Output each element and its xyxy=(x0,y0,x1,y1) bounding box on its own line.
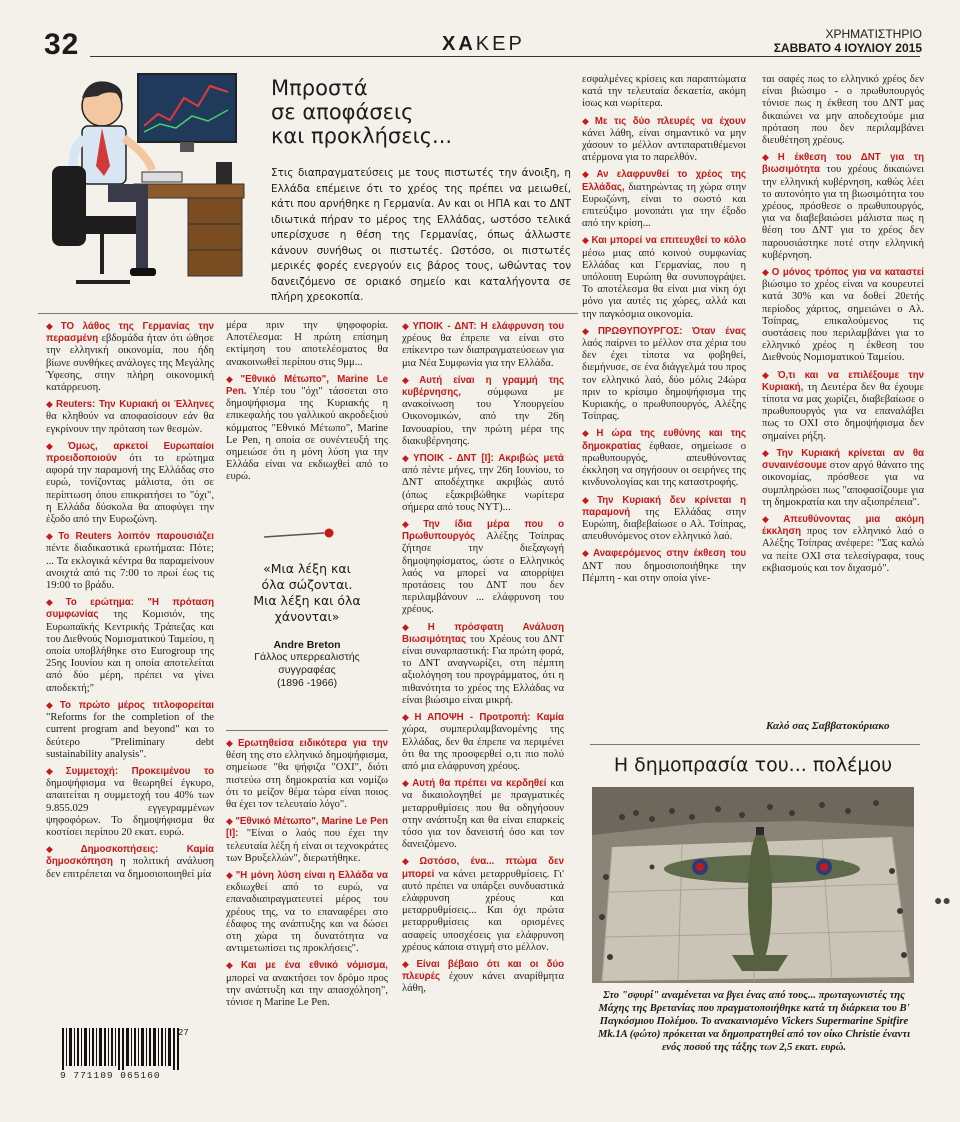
barcode-number: 9 771109 065160 xyxy=(60,1070,161,1081)
bullet-diamond-icon: ◆ xyxy=(402,712,413,723)
headline-line-3: και προκλήσεις... xyxy=(271,124,453,148)
paragraph-lead: Ερωτηθείσα ειδικότερα για την xyxy=(237,738,388,749)
bullet-diamond-icon: ◆ xyxy=(582,115,593,126)
signoff: Καλό σας Σαββατοκύριακο xyxy=(766,720,890,732)
headline-line-1: Μπροστά xyxy=(271,76,368,100)
barcode-issue: 27 xyxy=(178,1028,189,1038)
paragraph-text: κάνει λάθη, είναι σημαντικό να μην χάσουν το μέλλον αντιπαρατιθέμενοι ατέρμονα για το παρελθόν. xyxy=(582,127,746,164)
paragraph-text: εβδομάδα ήταν ότι ώθησε την ελληνική οικονομία, που ήδη βίωνε συνθήκες ανάλογες της Μεγάλης Ύφεσης, στην πλήρη οικονομική κατάρρευση. xyxy=(46,333,214,394)
paragraph-lead: Το πρώτο μέρος τιτλοφορείται xyxy=(59,699,214,711)
paragraph xyxy=(762,447,924,509)
bullet-diamond-icon: ◆ xyxy=(46,321,59,331)
paragraph-text: χώρα, συμπεριλαμβανομένης της Ελλάδας, δεν θα έπρεπε να περιμένει ότι θα της προσφερθεί ο,τι πιο πολύ από μια ελάφρυνση χρέους. xyxy=(402,724,564,772)
paragraph-text: "Είναι ο λαός που έχει την τελευταία λέξη ή είναι οι τεχνοκράτες των Βρυξελλών", διερωτήθηκε. xyxy=(226,828,388,864)
paper-name: ΧΡΗΜΑΤΙΣΤΗΡΙΟ xyxy=(825,27,922,41)
paragraph xyxy=(402,958,564,996)
paragraph-lead: Αναφερόμενος στην έκθεση του xyxy=(593,548,747,560)
lede-divider xyxy=(38,313,578,314)
monitor-illustration xyxy=(138,74,236,142)
paragraph xyxy=(46,530,214,592)
bullet-diamond-icon: ◆ xyxy=(46,597,64,608)
paragraph-lead: Αν ελαφρυνθεί το χρέος της Ελλάδας, xyxy=(582,169,747,193)
paragraph-text: δημοψήφισμα να θεωρηθεί έγκυρο, απαιτείται η συμμετοχή του 40% των 9.855.029 εγγεγραμμένων ψηφοφόρων. Το δημοψήφισμα θα κοστίσει περίπου 20 εκατ. ευρώ. xyxy=(46,778,214,838)
auction-divider xyxy=(590,744,920,745)
paragraph-text: μέσω μιας από κοινού συμφωνίας Ελλάδας και Γερμανίας, που η υπόλοιπη Ευρώπη θα συνυπογράψει. Το αποτέλεσμα θα είναι μια νίκη όχι μόνο για αυτές τις χώρες, αλλά και την παγκόσμια οικονομία. xyxy=(582,247,746,320)
paragraph-text: πέντε διαδικαστικά ερωτήματα: Πότε; ... Τα εκλογικά κέντρα θα παραμείνουν ανοιχτά από τις 7:00 το πρωί έως τις 19:00 το βράδυ. xyxy=(46,543,214,592)
paragraph-lead: Συμμετοχή: Προκειμένου το xyxy=(65,765,214,777)
column-1 xyxy=(46,320,214,885)
paragraph-text: σύμφωνα με ανακοίνωση του Υπουργείου Οικονομικών, από την 26η Ιανουαρίου, την πρώτη μέρα της διακυβέρνησης. xyxy=(402,387,564,447)
paragraph-text: "Reforms for the completion of the current program and beyond" και το δεύτερο "Preliminary debt sustainability analysis". xyxy=(46,712,214,760)
paragraph-text: από πέντε μήνες, την 26η Ιουνίου, το ΔΝΤ αποδέχτηκε ακριβώς αυτό (όπως εξακριβώθηκε νωρίτερα σήμερα από τους ΝΥΤ)... xyxy=(402,465,564,513)
issue-date: ΣΑΒΒΑΤΟ 4 ΙΟΥΛΙΟΥ 2015 xyxy=(773,41,922,55)
bullet-diamond-icon: ◆ xyxy=(762,513,782,524)
bullet-diamond-icon: ◆ xyxy=(762,447,775,458)
paragraph-lead: Την Κυριακή δεν κρίνεται η παραμονή xyxy=(582,494,747,518)
paragraph xyxy=(226,959,388,1009)
paragraph xyxy=(762,266,924,365)
page-number: 32 xyxy=(44,28,80,61)
paragraph xyxy=(402,711,564,773)
paragraph-text: έφθασε, σημείωσε ο πρωθυπουργός, απευθύνοντας έκκληση να σηγήσουν οι σειρήνες της κινδυνολογίας και της καταστροφής. xyxy=(582,440,746,489)
bullet-diamond-icon: ◆ xyxy=(402,374,418,385)
bullet-diamond-icon: ◆ xyxy=(582,548,592,559)
paragraph-text: εκδιωχθεί από το ευρώ, να επαναδιαπραγματευτεί μέρος του χρέους της, να το επαναφέρει στο έδαφος της ανάπτυξης και να δώσει στη χώρα τη δυνατότητα να αντιμετωπίσει τις προκλήσεις". xyxy=(226,882,388,955)
paragraph-lead: Με τις δύο πλευρές να έχουν xyxy=(594,115,747,127)
paragraph xyxy=(582,547,746,585)
paragraph-lead: Όμως, αρκετοί Ευρωπαίοι προειδοποιούν xyxy=(46,440,215,465)
article-lede: Στις διαπραγματεύσεις με τους πιστωτές την άνοιξη, η Ελλάδα επέμεινε ότι το χρέος της πρέπει να μειωθεί, κάτι που αρνήθηκε η Γερμανία. Αν και οι ΗΠΑ και το ΔΝΤ ιδιωτικά πήραν το μέρος της Ελλάδας, ωστόσο τελικά υπερίσχυσε η θέση της Γερμανίας, όπως άλλωστε κάνουν συνήθως οι πιστωτές. Ωστόσο, οι πιστωτές μερικές φορές ενεργούν εις βάρος τους, ωθώντας τον δανειζόμενο σε οριακό σημείο και καταλήγοντα σε πλήρη χρεοκοπία. xyxy=(271,167,571,303)
paragraph-text: ότι το ερώτημα αφορά την παραμονή της Ελλάδας στο ευρώ, τονίζοντας μάλιστα, ότι σε περίπτωση όπου επικρατήσει το "όχι", η Ελλάδα δύσκολα θα αποφύγει την έξοδο από την Ευρωζώνη. xyxy=(46,453,214,526)
section-title xyxy=(442,33,525,56)
paragraph-text: μέρα πριν την ψηφοφορία. Αποτέλεσμα: Η πρώτη επίσημη εκτίμηση του αποτελέσματος θα ανακοινωθεί περίπου στις 9μμ... xyxy=(226,320,388,368)
bullet-diamond-icon: ◆ xyxy=(402,621,426,632)
paragraph-text: έχουν κάνει αναρίθμητα λάθη, xyxy=(402,971,564,995)
paragraph-lead: Το Reuters λοιπόν παρουσιάζει xyxy=(58,531,214,543)
author-years: (1896 -1966) xyxy=(276,677,338,689)
paragraph-lead: "Εθνικό Μέτωπο", Marine Le Pen. xyxy=(226,373,389,398)
paragraph xyxy=(226,373,388,484)
quote-line: χάνονται» xyxy=(274,609,340,624)
quote-line: όλα σώζονται. xyxy=(261,577,353,592)
paragraph xyxy=(582,427,746,489)
bullet-diamond-icon: ◆ xyxy=(402,519,422,530)
bullet-diamond-icon: ◆ xyxy=(402,321,411,331)
paragraph xyxy=(46,765,214,839)
bullet-diamond-icon: ◆ xyxy=(226,870,234,881)
paragraph-text: τη Δευτέρα δεν θα έχουμε τίποτα να μας χωρίζει, διαβεβαίωσε ο πρωθυπουργός για να επαναλάβει πως το ΟΧΙ στο δημοψήφισμα δεν σημαίνει ρήξη. xyxy=(762,381,924,442)
paragraph-text: της Ελλάδας στην Ευρώπη, διαβεβαίωσε ο Αλ. Τσίπρας, απευθυνόμενος στον ελληνικό λαό. xyxy=(582,506,746,543)
paragraph xyxy=(582,115,746,165)
paragraph xyxy=(762,151,924,262)
paragraph-text: του χρέους δικαιώνει την ελληνική κυβέρνηση, καθώς λέει το αυτονόητο για τη βιωσιμότητα του χρέους, πρόσθεσε ο πρωθυπουργός, για να διαβεβαιώσει μάλιστα πως η θέση του ΔΝΤ για το χρέος δεν παρουσιάστηκε ποτέ στην ελληνική κυβέρνηση. xyxy=(762,164,924,261)
bullet-diamond-icon: ◆ xyxy=(46,765,64,776)
paragraph xyxy=(46,398,214,436)
bullet-diamond-icon: ◆ xyxy=(226,373,239,384)
barcode xyxy=(60,1028,190,1070)
paragraph xyxy=(46,440,214,526)
paragraph xyxy=(226,737,388,811)
headline-line-2: σε αποφάσεις xyxy=(271,100,414,124)
paragraph-lead: Ωστόσο, ένα... πτώμα δεν μπορεί xyxy=(402,856,564,880)
quote-author: Andre Breton xyxy=(273,639,341,651)
paragraph-lead: Η ΑΠΟΨΗ - Προτροπή: Καμία xyxy=(414,712,564,724)
bullet-diamond-icon: ◆ xyxy=(46,440,66,451)
bullet-diamond-icon: ◆ xyxy=(46,531,57,542)
bullet-diamond-icon: ◆ xyxy=(226,816,234,827)
paragraph-text: βιώσιμο το χρέος είναι να κουρευτεί κατά 30% και να δοθεί 20ετής περίοδος χάριτος, σημειώνει ο Αλ. Τσίπρας, επικαλούμενος τις συστάσεις που περιλαμβάνει για το ελληνικό χρέος η έκθεση του Διεθνούς Νομισματικού Ταμείου. xyxy=(762,279,924,364)
paragraph-text: Υπέρ του "όχι" τάσσεται στο δημοψήφισμα της Κυριακής η επικεφαλής του γαλλικού ακροδεξιού κόμματος "Εθνικό Μέτωπο", Marine Le Pen, η οποία σε συνέντευξή της σημειώσε ότι η μόνη λύση για την Ελλάδα είναι να εκδιωχθεί από το ευρώ. xyxy=(226,386,388,483)
column-4 xyxy=(582,74,746,589)
paragraph-lead: Ο μόνος τρόπος για να καταστεί xyxy=(771,267,924,279)
paragraph-lead: Είναι βέβαιο ότι και οι δύο πλευρές xyxy=(402,958,564,983)
bullet-diamond-icon: ◆ xyxy=(762,152,776,163)
page-edge-mark: ●● xyxy=(934,892,951,908)
paragraph-text: και να δικαιολογηθεί με πραγματικές μεταρρυθμίσεις που θα οδηγήσουν στην ανάπτυξη και θα είναι επαρκείς τόσο για τον δανειστή όσο και τον δανειζόμενο. xyxy=(402,778,565,851)
paragraph xyxy=(402,621,564,707)
paragraph-lead: Reuters: Την Κυριακή οι Έλληνες xyxy=(55,399,214,411)
article-headline xyxy=(271,76,452,148)
paragraph-lead: Η ώρα της ευθύνης και της δημοκρατίας xyxy=(582,428,747,452)
paragraph-lead: Η έκθεση του ΔΝΤ για τη βιωσιμότητα xyxy=(762,152,925,176)
author-role: Γάλλος υπερρεαλιστής xyxy=(254,651,360,663)
column-3 xyxy=(402,320,564,1000)
paragraph-lead: Απευθύνοντας μια ακόμη έκκληση xyxy=(762,513,924,538)
bullet-diamond-icon: ◆ xyxy=(402,958,415,969)
column-5 xyxy=(762,74,924,579)
spitfire-photo xyxy=(592,787,914,983)
paragraph-lead: ΥΠΟΙΚ - ΔΝΤ [I]: Ακριβώς μετά xyxy=(413,453,565,465)
bullet-diamond-icon: ◆ xyxy=(402,856,418,867)
paragraph-lead: Την Κυριακή κρίνεται αν θα συναινέσουμε xyxy=(762,447,925,472)
paragraph xyxy=(46,596,214,695)
author-description xyxy=(226,651,388,690)
paragraph-text: στον αργό θάνατο της οικονομίας, πρόσθεσε για να συμπληρώσει πως "αποφασίζουμε για τη δημοκρατία και την αξιοπρέπεια". xyxy=(762,460,924,508)
quote-line: Μια λέξη και όλα xyxy=(253,593,361,608)
paragraph-lead: Την ίδια μέρα που ο Πρωθυπουργός xyxy=(402,519,564,543)
bullet-diamond-icon: ◆ xyxy=(582,494,596,505)
paragraph-text: λαός παίρνει το μέλλον στα χέρια του δεν έχει τίποτα να φοβηθεί, διεμήνυσε, σε ένα διάγγελμά του προς τον ελληνικό λαό, δύο μόλις 24ώρα πριν το κρίσιμο δημοψήφισμα της Κυριακής, ο πρωθυπουργός, Αλέξης Τσίπρας. xyxy=(582,338,746,423)
column-2-bottom xyxy=(226,737,388,1013)
paragraph-text: να κάνει μεταρρυθμίσεις. Γι' αυτό πρέπει να υπάρξει συνδυαστικά ελάφρυνση χρέους και μεταρρυθμίσεις... Και όχι πρώτα μεταρρυθμίσεις και ορισμένες ασαφείς υποσχέσεις για ελάφρυνση χρέους κάποια στιγμή στο μέλλον. xyxy=(402,868,564,953)
header-rule xyxy=(90,56,920,57)
paragraph xyxy=(582,168,746,230)
quote-text xyxy=(226,561,388,625)
desk-illustration xyxy=(134,184,244,198)
paragraph-text: εσφαλμένες κρίσεις και παραπτώματα κατά την τελευταία δεκαετία, ακόμη ίσως και νωρίτερα. xyxy=(582,74,746,110)
paragraph xyxy=(762,369,924,443)
bullet-diamond-icon: ◆ xyxy=(582,235,590,246)
bullet-diamond-icon: ◆ xyxy=(226,960,240,971)
auction-title: Η δημοπρασία του... πολέμου xyxy=(613,754,893,776)
paragraph xyxy=(582,234,746,320)
quote-line: «Μια λέξη και xyxy=(263,561,351,576)
paragraph xyxy=(46,320,214,394)
paragraph-text: η πολιτική ανάλυση δεν επιτρέπεται να δημοσιοποιηθεί μία xyxy=(46,856,214,880)
bullet-diamond-icon: ◆ xyxy=(582,428,595,439)
paragraph xyxy=(402,518,564,617)
paragraph xyxy=(226,869,388,955)
paragraph-text: ται σαφές πως το ελληνικό χρέος δεν είναι βιώσιμο - ο πρωθυπουργός τόνισε πως η έκθεση του ΔΝΤ μας δικαιώνει να μην αποδεχτούμε μια πρόταση που δεν περιλαμβάνει διευθέτηση χρέους. xyxy=(762,74,924,147)
chair-illustration xyxy=(52,166,86,246)
trader-cartoon xyxy=(38,66,260,306)
paragraph-lead: Αυτή είναι η γραμμή της κυβέρνησης, xyxy=(402,374,564,399)
paragraph xyxy=(402,320,564,370)
paragraph xyxy=(582,325,746,424)
photo-caption: Στο "σφυρί" αναμένεται να βγει ένας από τους... πρωταγωνιστές της Μάχης της Βρετανίας που πραγματοποιήθηκε κατά τη διάρκεια του Β' Παγκόσμιου Πολέμου. Το ανακαινισμένο Vickers Supermarine Spitfire Mk.1A (φώτο) πρόκειται να δημοπρατηθεί από τον οίκο Christie έναντι ενός ποσού της τάξης των 2,5 εκατ. ευρώ. xyxy=(597,990,911,1053)
paragraph xyxy=(402,374,564,448)
paragraph xyxy=(762,74,924,147)
paragraph xyxy=(402,777,564,851)
bullet-diamond-icon: ◆ xyxy=(46,699,58,710)
paragraph-lead: Αυτή θα πρέπει να κερδηθεί xyxy=(412,778,547,790)
paragraph-text: θέση της στο ελληνικό δημοψήφισμα, σημείωσε "θα ψήφιζα "ΟΧΙ", διότι πιστεύω στη δημοκρατία και νομίζω ότι το μείζον θέμα τώρα είναι ποιος θα έχει τον τελευταίο λόγο". xyxy=(226,750,388,811)
paragraph-text: χρέους θα έπρεπε να είναι στο επίκεντρο των διαπραγματεύσεων για μια Νέα Συμφωνία για την Ελλάδα. xyxy=(402,333,564,369)
bullet-diamond-icon: ◆ xyxy=(46,844,79,855)
paragraph xyxy=(762,513,924,575)
paragraph-lead: ΤΟ λάθος της Γερμανίας την περασμένη xyxy=(46,321,214,345)
quote-divider xyxy=(226,730,388,731)
paragraph-lead: Η πρόσφατη Ανάλυση Βιωσιμότητας xyxy=(402,621,564,645)
paragraph-lead: Ό,τι και να επιλέξουμε την Κυριακή, xyxy=(762,369,925,393)
bullet-diamond-icon: ◆ xyxy=(402,453,412,464)
bullet-diamond-icon: ◆ xyxy=(762,369,776,380)
paragraph-text: του Χρέους του ΔΝΤ είναι συναρπαστική: Για πρώτη φορά, το ΔΝΤ αναγνωρίζει, στη πέμπτη αξιολόγηση του προγράμματος, ότι η πιθανότητα το χρέος της Ελλάδας να είναι βιώσιμο είναι μικρή. xyxy=(402,633,564,706)
paragraph-lead: ΠΡΩΘΥΠΟΥΡΓΟΣ: Όταν ένας xyxy=(597,325,747,337)
paragraph-lead: Δημοσκοπήσεις: Καμία δημοσκόπηση xyxy=(46,844,215,868)
paragraph-lead: Και μπορεί να επιτευχθεί το κόλο xyxy=(591,235,746,247)
paragraph-text: προς τον ελληνικό λαό ο Αλέξης Τσίπρας ανέφερε: "Σας καλώ να πείτε ΟΧΙ στα τελεσίγραφα, τους εκβιασμούς και τον διχασμό". xyxy=(762,526,924,574)
paragraph-text: θα κληθούν να αποφασίσουν εάν θα εγκρίνουν την πρόταση των θεσμών. xyxy=(46,411,214,435)
paragraph xyxy=(582,494,746,544)
paragraph xyxy=(46,843,214,881)
paragraph-lead: "Η μόνη λύση είναι η Ελλάδα να xyxy=(235,870,389,882)
column-2-top xyxy=(226,320,388,488)
section-title-bold: ΧΑ xyxy=(442,33,476,55)
paragraph-text: μπορεί να ανακτήσει τον δρόμο προς την ανάπτυξη και την απασχόληση", τόνισε η Marine Le Pen. xyxy=(226,972,388,1009)
masthead xyxy=(774,27,922,55)
bullet-diamond-icon: ◆ xyxy=(582,325,596,336)
paragraph-lead: "Εθνικό Μέτωπο", Marine Le Pen [I]: xyxy=(226,816,389,840)
paragraph-lead: Το ερώτημα: "Η πρόταση συμφωνίας xyxy=(46,597,215,621)
paragraph-text: ΔΝΤ που δημοσιοποιήθηκε την Πέμπτη - και στην οποία γίνε- xyxy=(582,560,746,584)
pull-quote xyxy=(226,528,388,718)
paragraph-text: της Κομισιόν, της Ευρωπαϊκής Κεντρικής Τράπεζας και του Διεθνούς Νομισματικού Ταμείου, η οποία υποβλήθηκε στο Eurogroup της 25ης Ιουνίου και η οποία αποτελείται από δύο μέρη, πρέπει να γίνει αποδεκτή;" xyxy=(46,609,214,694)
author-role: συγγραφέας xyxy=(278,664,336,676)
paragraph xyxy=(46,699,214,761)
bullet-diamond-icon: ◆ xyxy=(762,267,770,278)
bullet-diamond-icon: ◆ xyxy=(582,169,595,180)
section-title-rest: ΚΕΡ xyxy=(475,33,525,55)
paragraph xyxy=(226,320,388,369)
paragraph-text: διατηρώντας τη χώρα στην Ευρωζώνη, είναι το σωστό και επιτεύξιμο μονοπάτι για την έξοδο από την κρίση... xyxy=(582,181,746,230)
paragraph-lead: ΥΠΟΙΚ - ΔΝΤ: Η ελάφρυνση του xyxy=(412,321,565,332)
paragraph xyxy=(402,452,564,514)
paragraph-lead: Και με ένα εθνικό νόμισμα, xyxy=(241,960,388,972)
paragraph xyxy=(582,74,746,111)
bullet-diamond-icon: ◆ xyxy=(46,399,54,410)
bullet-diamond-icon: ◆ xyxy=(402,778,411,789)
pin-icon xyxy=(226,528,388,542)
paragraph xyxy=(226,815,388,865)
paragraph-text: Αλέξης Τσίπρας ζήτησε την διεξαγωγή δημοψηφίσματος, ώστε ο Ελληνικός λαός να μπορεί να απορρίψει προτάσεις του ΔΝΤ που δεν περιλαμβάνουν ... ελάφρυνση του χρέους. xyxy=(402,531,564,616)
paragraph xyxy=(402,855,564,954)
bullet-diamond-icon: ◆ xyxy=(226,738,236,748)
